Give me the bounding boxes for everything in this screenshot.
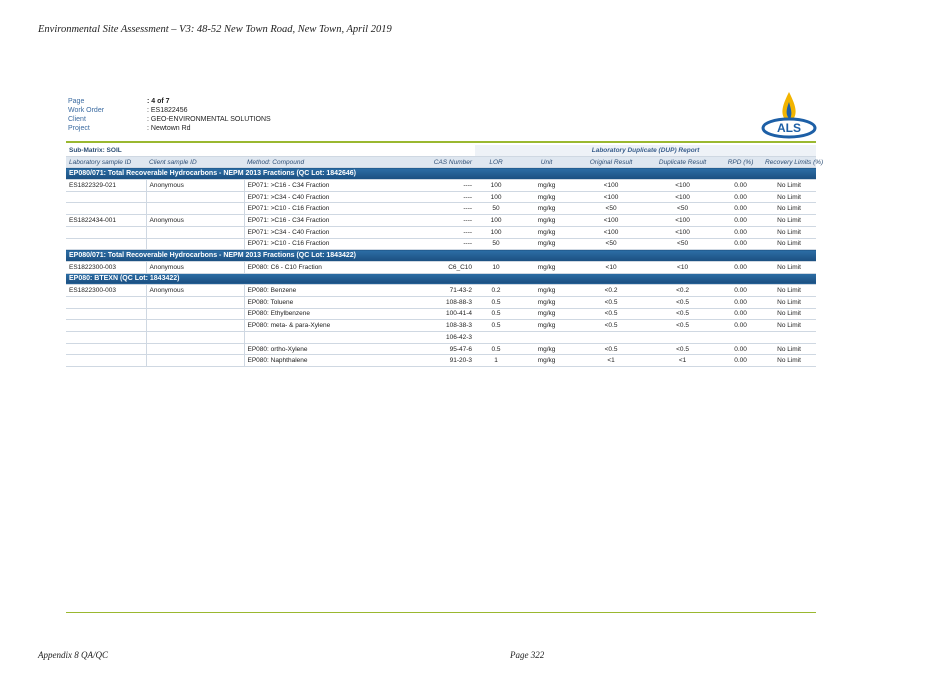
table-cell: No Limit — [762, 238, 816, 250]
meta-label: Work Order — [68, 107, 105, 114]
table-cell: 108-38-3 — [424, 320, 475, 332]
table-row — [66, 215, 816, 227]
table-cell: mg/kg — [517, 320, 576, 332]
table-cell: 0.00 — [719, 343, 762, 355]
meta-value: : ES1822456 — [147, 107, 188, 114]
table-cell: <0.2 — [646, 285, 719, 297]
section-title: EP080/071: Total Recoverable Hydrocarbons - NEPM 2013 Fractions (QC Lot: 1842646) — [66, 168, 816, 180]
table-cell: ES1822329-021 — [66, 180, 146, 192]
meta-value: : Newtown Rd — [147, 125, 191, 132]
table-cell: EP080: Ethylbenzene — [244, 308, 424, 320]
table-cell: <0.5 — [576, 308, 646, 320]
table-cell: 0.00 — [719, 285, 762, 297]
table-cell: <0.2 — [576, 285, 646, 297]
col-header: Method: Compound — [244, 156, 424, 168]
table-cell — [146, 203, 244, 215]
meta-row-client — [68, 115, 271, 124]
table-cell — [576, 332, 646, 344]
table-cell: <50 — [646, 203, 719, 215]
col-header: Duplicate Result — [646, 156, 719, 168]
meta-label: Project — [68, 125, 90, 132]
table-cell: 0.5 — [475, 343, 517, 355]
table-cell: <100 — [576, 226, 646, 238]
table-body — [66, 145, 824, 367]
table-row — [66, 308, 816, 320]
table-cell: ---- — [424, 203, 475, 215]
table-cell: Anonymous — [146, 285, 244, 297]
table-cell: No Limit — [762, 320, 816, 332]
table-row — [66, 355, 816, 367]
table-cell — [646, 332, 719, 344]
section-header-row — [66, 250, 816, 262]
col-header: RPD (%) — [719, 156, 762, 168]
section-title: EP080: BTEXN (QC Lot: 1843422) — [66, 273, 816, 285]
report-title: Laboratory Duplicate (DUP) Report — [475, 145, 816, 156]
table-cell: EP080: Naphthalene — [244, 355, 424, 367]
meta-row-work-order — [68, 106, 271, 115]
col-header: Client sample ID — [146, 156, 244, 168]
table-cell — [66, 332, 146, 344]
table-cell — [66, 296, 146, 308]
table-cell: 0.00 — [719, 191, 762, 203]
table-row — [66, 180, 816, 192]
table-cell: No Limit — [762, 215, 816, 227]
table-cell: <100 — [646, 191, 719, 203]
table-cell: 0.5 — [475, 296, 517, 308]
table-cell — [66, 308, 146, 320]
table-cell: EP071: >C10 - C16 Fraction — [244, 238, 424, 250]
table-row — [66, 226, 816, 238]
table-cell: <10 — [646, 261, 719, 273]
table-cell: No Limit — [762, 180, 816, 192]
table-cell — [762, 332, 816, 344]
section-header-row — [66, 273, 816, 285]
table-cell: <0.5 — [576, 320, 646, 332]
table-cell: 100 — [475, 180, 517, 192]
table-cell: 0.5 — [475, 308, 517, 320]
table-cell: 50 — [475, 203, 517, 215]
table-cell: <50 — [576, 238, 646, 250]
table-cell: 0.00 — [719, 180, 762, 192]
table-cell — [66, 355, 146, 367]
table-cell: EP071: >C34 - C40 Fraction — [244, 191, 424, 203]
table-cell: mg/kg — [517, 355, 576, 367]
table-cell — [146, 191, 244, 203]
table-cell — [66, 238, 146, 250]
table-row — [66, 203, 816, 215]
table-cell: No Limit — [762, 261, 816, 273]
table-cell: <0.5 — [646, 343, 719, 355]
table-cell: 100 — [475, 226, 517, 238]
table-cell — [66, 343, 146, 355]
table-cell: ---- — [424, 180, 475, 192]
table-cell — [66, 320, 146, 332]
table-row — [66, 238, 816, 250]
table-cell: <100 — [646, 226, 719, 238]
table-cell: No Limit — [762, 355, 816, 367]
header-rule — [66, 141, 816, 143]
table-cell: 95-47-6 — [424, 343, 475, 355]
table-cell: 0.5 — [475, 320, 517, 332]
logo-text: ALS — [777, 121, 801, 135]
meta-value: : 4 of 7 — [147, 98, 170, 105]
table-cell — [146, 296, 244, 308]
table-row — [66, 332, 816, 344]
table-cell: EP080: Benzene — [244, 285, 424, 297]
table-cell: No Limit — [762, 308, 816, 320]
table-cell: <0.5 — [646, 296, 719, 308]
table-cell: No Limit — [762, 226, 816, 238]
table-cell: 0.00 — [719, 355, 762, 367]
table-cell: <100 — [576, 180, 646, 192]
table-cell: EP071: >C16 - C34 Fraction — [244, 215, 424, 227]
table-cell — [475, 332, 517, 344]
table-cell: 0.00 — [719, 203, 762, 215]
table-cell: EP071: >C34 - C40 Fraction — [244, 226, 424, 238]
table-cell: 100-41-4 — [424, 308, 475, 320]
table-cell — [146, 320, 244, 332]
table-cell: 0.00 — [719, 226, 762, 238]
sub-matrix-label: Sub-Matrix: SOIL — [66, 145, 475, 156]
table-cell: mg/kg — [517, 238, 576, 250]
col-header: LOR — [475, 156, 517, 168]
table-cell: <50 — [576, 203, 646, 215]
table-cell: Anonymous — [146, 180, 244, 192]
meta-value: : GEO-ENVIRONMENTAL SOLUTIONS — [147, 116, 271, 123]
table-cell: 71-43-2 — [424, 285, 475, 297]
table-cell: 100 — [475, 191, 517, 203]
table-cell: mg/kg — [517, 296, 576, 308]
table-cell: mg/kg — [517, 285, 576, 297]
duplicate-report-table — [66, 145, 824, 367]
table-cell — [146, 355, 244, 367]
table-cell: ES1822300-003 — [66, 285, 146, 297]
table-cell — [146, 308, 244, 320]
col-header: Unit — [517, 156, 576, 168]
footer-appendix: Appendix 8 QA/QC — [38, 650, 108, 660]
table-cell: EP071: >C16 - C34 Fraction — [244, 180, 424, 192]
table-cell: mg/kg — [517, 343, 576, 355]
table-cell: ---- — [424, 238, 475, 250]
table-cell: 1 — [475, 355, 517, 367]
table-cell: EP080: Toluene — [244, 296, 424, 308]
col-header: CAS Number — [424, 156, 475, 168]
als-logo — [760, 88, 818, 140]
meta-label: Page — [68, 98, 85, 105]
table-cell: Anonymous — [146, 215, 244, 227]
table-cell: <100 — [646, 215, 719, 227]
table-cell: <0.5 — [576, 296, 646, 308]
table-cell: Anonymous — [146, 261, 244, 273]
report-meta — [68, 97, 271, 133]
table-cell: 0.00 — [719, 308, 762, 320]
table-cell: ES1822300-003 — [66, 261, 146, 273]
table-cell: C6_C10 — [424, 261, 475, 273]
table-cell — [66, 226, 146, 238]
table-cell — [244, 332, 424, 344]
table-cell — [146, 238, 244, 250]
table-cell: EP080: meta- & para-Xylene — [244, 320, 424, 332]
table-cell: 0.00 — [719, 238, 762, 250]
table-cell: <100 — [576, 215, 646, 227]
table-cell: EP080: C6 - C10 Fraction — [244, 261, 424, 273]
table-cell: mg/kg — [517, 261, 576, 273]
table-row — [66, 191, 816, 203]
table-cell: ---- — [424, 191, 475, 203]
table-cell: 106-42-3 — [424, 332, 475, 344]
table-row — [66, 285, 816, 297]
table-cell: mg/kg — [517, 226, 576, 238]
table-cell: 0.00 — [719, 320, 762, 332]
table-cell: 100 — [475, 215, 517, 227]
table-cell: <1 — [576, 355, 646, 367]
table-cell: 0.00 — [719, 215, 762, 227]
table-cell — [66, 191, 146, 203]
table-cell: No Limit — [762, 203, 816, 215]
table-cell — [146, 343, 244, 355]
col-header: Recovery Limits (%) — [762, 156, 816, 168]
sub-matrix-row — [66, 145, 816, 156]
table-cell: 50 — [475, 238, 517, 250]
table-cell: <100 — [576, 191, 646, 203]
table-cell: 0.2 — [475, 285, 517, 297]
table-cell: 91-20-3 — [424, 355, 475, 367]
meta-row-page — [68, 97, 271, 106]
column-header-row — [66, 156, 816, 168]
table-cell — [66, 203, 146, 215]
table-cell: ---- — [424, 226, 475, 238]
document-header-title: Environmental Site Assessment – V3: 48-52 New Town Road, New Town, April 2019 — [38, 24, 392, 35]
table-cell: No Limit — [762, 285, 816, 297]
table-row — [66, 261, 816, 273]
table-row — [66, 320, 816, 332]
table-cell: mg/kg — [517, 191, 576, 203]
table-cell: 0.00 — [719, 296, 762, 308]
table-cell: 0.00 — [719, 261, 762, 273]
col-header: Original Result — [576, 156, 646, 168]
table-row — [66, 343, 816, 355]
section-title: EP080/071: Total Recoverable Hydrocarbons - NEPM 2013 Fractions (QC Lot: 1843422) — [66, 250, 816, 262]
section-header-row — [66, 168, 816, 180]
meta-row-project — [68, 124, 271, 133]
table-cell: mg/kg — [517, 180, 576, 192]
table-cell: <1 — [646, 355, 719, 367]
table-cell — [146, 226, 244, 238]
table-cell: 10 — [475, 261, 517, 273]
table-cell: <10 — [576, 261, 646, 273]
table-cell: ---- — [424, 215, 475, 227]
footer-page-number: Page 322 — [510, 650, 545, 660]
table-cell: ES1822434-001 — [66, 215, 146, 227]
footer-rule — [66, 612, 816, 613]
table-cell — [517, 332, 576, 344]
meta-label: Client — [68, 116, 86, 123]
table-cell: EP071: >C10 - C16 Fraction — [244, 203, 424, 215]
table-cell: No Limit — [762, 343, 816, 355]
table-cell: <50 — [646, 238, 719, 250]
table-row — [66, 296, 816, 308]
table-cell: <0.5 — [646, 308, 719, 320]
table-cell: EP080: ortho-Xylene — [244, 343, 424, 355]
table-cell: mg/kg — [517, 203, 576, 215]
table-cell: <0.5 — [646, 320, 719, 332]
table-cell: mg/kg — [517, 308, 576, 320]
table-cell: No Limit — [762, 296, 816, 308]
table-cell — [719, 332, 762, 344]
table-cell: 108-88-3 — [424, 296, 475, 308]
col-header: Laboratory sample ID — [66, 156, 146, 168]
table-cell: mg/kg — [517, 215, 576, 227]
table-cell: <100 — [646, 180, 719, 192]
table-cell — [146, 332, 244, 344]
table-cell: No Limit — [762, 191, 816, 203]
table-cell: <0.5 — [576, 343, 646, 355]
